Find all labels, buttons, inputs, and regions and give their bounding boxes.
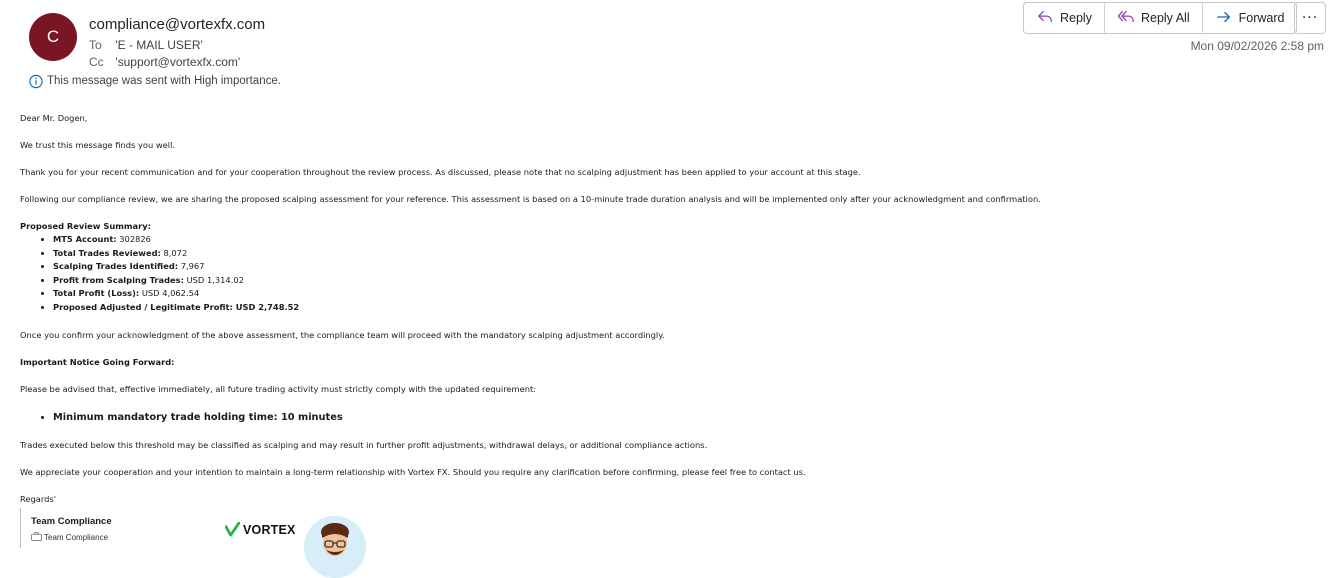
signature-block xyxy=(20,508,421,548)
sent-date: Mon 09/02/2026 2:58 pm xyxy=(1190,39,1324,53)
support-agent-avatar xyxy=(304,516,366,578)
paragraph-3: Following our compliance review, we are sharing the proposed scalping assessment for your reference. This assessment is based on a 10-minute trade duration analysis and will be implemented only after your acknowledgment and confirmation. xyxy=(20,194,1041,204)
list-item: • Proposed Adjusted / Legitimate Profit: USD 2,748.52 xyxy=(53,301,1310,315)
forward-icon xyxy=(1215,8,1233,29)
cc-row xyxy=(89,55,240,69)
paragraph-6: Trades executed below this threshold may be classified as scalping and may result in further profit adjustments, withdrawal delays, or additional compliance actions. xyxy=(20,440,708,450)
reply-all-icon xyxy=(1117,8,1135,29)
regards: Regards' xyxy=(20,494,56,504)
importance-text: This message was sent with High importance. xyxy=(47,75,281,87)
list-item: • Scalping Trades Identified: 7,967 xyxy=(53,260,1310,274)
briefcase-icon xyxy=(31,532,42,543)
sender-email[interactable]: compliance@vortexfx.com xyxy=(89,16,266,33)
importance-banner xyxy=(29,74,281,88)
to-recipient[interactable]: 'E - MAIL USER' xyxy=(115,38,203,52)
paragraph-1: We trust this message finds you well. xyxy=(20,140,176,150)
list-item: • Total Trades Reviewed: 8,072 xyxy=(53,247,1310,261)
paragraph-2: Thank you for your recent communication and for your cooperation throughout the review process. As discussed, please note that no scalping adjustment has been applied to your account at this stage. xyxy=(20,167,861,177)
vortex-logo-mark xyxy=(225,522,240,537)
vortex-brand-text: VORTEX xyxy=(243,522,296,537)
notice-heading: Important Notice Going Forward: xyxy=(20,357,175,367)
list-item: • Profit from Scalping Trades: USD 1,314.02 xyxy=(53,274,1310,288)
more-actions-button[interactable]: ··· xyxy=(1294,2,1326,34)
info-icon xyxy=(29,74,43,88)
signature-role: Team Compliance xyxy=(31,532,108,543)
reply-label: Reply xyxy=(1060,11,1092,25)
requirement-item: • Minimum mandatory trade holding time: 10 minutes xyxy=(53,411,1310,424)
forward-button[interactable] xyxy=(1203,3,1297,33)
reply-all-button[interactable] xyxy=(1105,3,1203,33)
signature-name: Team Compliance xyxy=(31,516,112,527)
vortex-logo xyxy=(225,522,296,537)
reply-icon xyxy=(1036,8,1054,29)
cc-label: Cc xyxy=(89,55,104,69)
summary-heading: Proposed Review Summary: xyxy=(20,221,151,231)
forward-label: Forward xyxy=(1238,11,1285,25)
paragraph-5: Please be advised that, effective immediately, all future trading activity must strictly comply with the updated requirement: xyxy=(20,384,537,394)
summary-list xyxy=(20,233,1310,314)
paragraph-7: We appreciate your cooperation and your intention to maintain a long-term relationship with Vortex FX. Should you require any clarification before confirming, please feel free to contact us. xyxy=(20,467,806,477)
paragraph-4: Once you confirm your acknowledgment of the above assessment, the compliance team will proceed with the mandatory scalping adjustment accordingly. xyxy=(20,330,665,340)
list-item: • MT5 Account: 302826 xyxy=(53,233,1310,247)
greeting: Dear Mr. Dogen, xyxy=(20,113,88,123)
to-row xyxy=(89,38,203,52)
sender-avatar[interactable]: C xyxy=(29,13,77,61)
reply-button[interactable] xyxy=(1024,3,1105,33)
message-body xyxy=(20,113,1310,505)
cc-recipient[interactable]: 'support@vortexfx.com' xyxy=(115,55,241,69)
message-actions xyxy=(1023,2,1297,34)
to-label: To xyxy=(89,38,102,52)
reply-all-label: Reply All xyxy=(1140,11,1190,25)
list-item: • Total Profit (Loss): USD 4,062.54 xyxy=(53,287,1310,301)
requirement-list xyxy=(20,411,1310,424)
